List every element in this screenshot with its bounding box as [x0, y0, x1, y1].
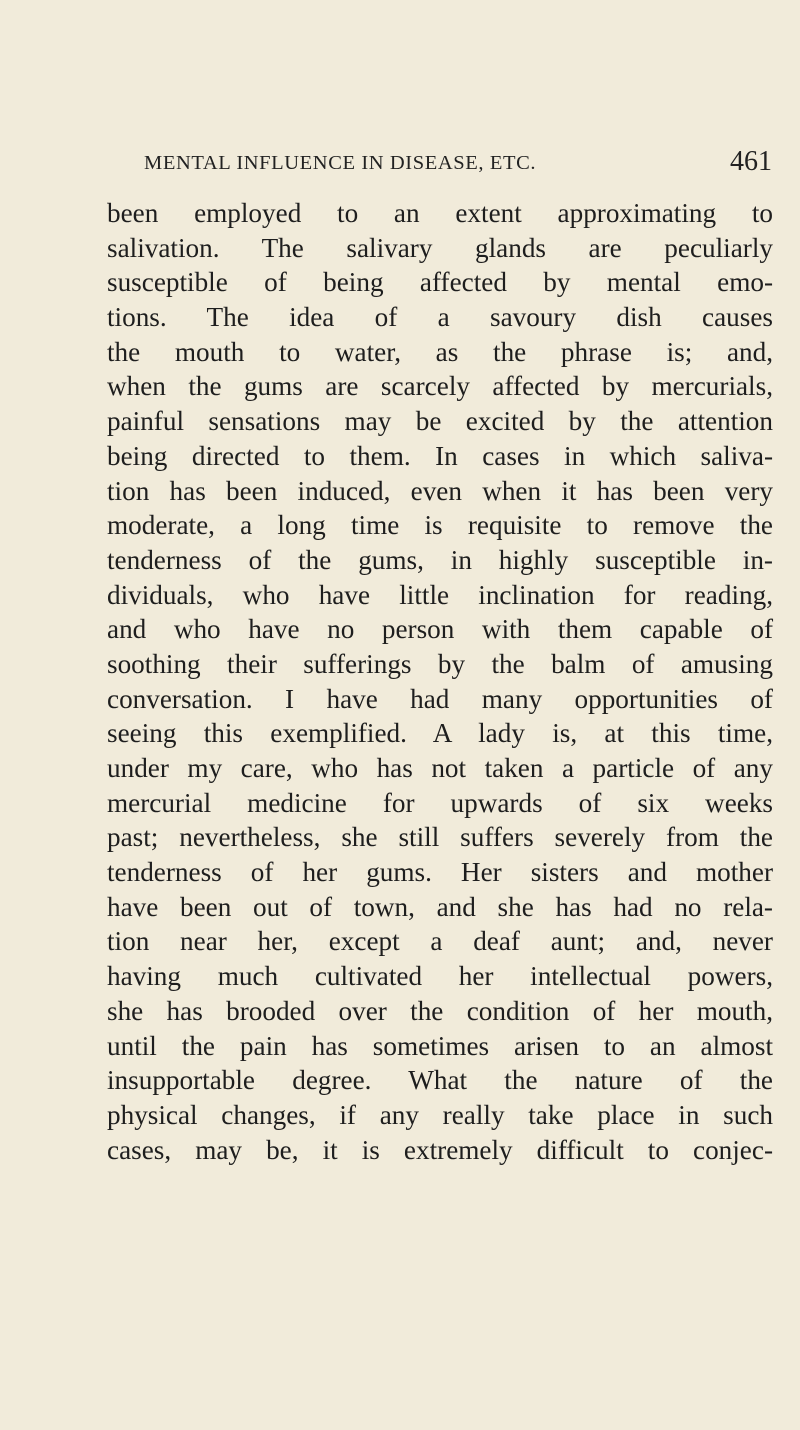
text-line: tion has been induced, even when it has been very	[107, 475, 773, 506]
text-line: being directed to them. In cases in which saliva-	[107, 440, 773, 471]
text-line: susceptible of being affected by mental emo-	[107, 267, 773, 298]
text-line: seeing this exemplified. A lady is, at this time,	[107, 718, 773, 749]
text-line: cases, may be, it is extremely difficult to conjec-	[107, 1134, 773, 1165]
text-line: painful sensations may be excited by the attention	[107, 406, 773, 437]
text-line: tion near her, except a deaf aunt; and, never	[107, 926, 773, 957]
text-line: until the pain has sometimes arisen to an almost	[107, 1030, 773, 1061]
text-line: when the gums are scarcely affected by mercurials,	[107, 371, 773, 402]
page-number: 461	[730, 146, 772, 177]
running-header	[144, 146, 772, 184]
text-line: tenderness of her gums. Her sisters and mother	[107, 857, 773, 888]
text-line: mercurial medicine for upwards of six weeks	[107, 787, 773, 818]
text-line: physical changes, if any really take place in such	[107, 1099, 773, 1130]
text-line: under my care, who has not taken a particle of any	[107, 753, 773, 783]
text-line: past; nevertheless, she still suffers severely from the	[107, 822, 773, 853]
running-title: MENTAL INFLUENCE IN DISEASE, ETC.	[144, 152, 537, 174]
text-line: she has brooded over the condition of her mouth,	[107, 995, 773, 1026]
text-line: moderate, a long time is requisite to remove the	[107, 510, 773, 541]
text-line: dividuals, who have little inclination for reading,	[107, 579, 773, 610]
text-line: conversation. I have had many opportunities of	[107, 683, 773, 714]
text-line: the mouth to water, as the phrase is; and,	[107, 336, 773, 367]
text-line: having much cultivated her intellectual powers,	[107, 961, 773, 992]
text-line: been employed to an extent approximating to	[107, 198, 773, 228]
body-text	[107, 196, 773, 1167]
text-line: salivation. The salivary glands are peculiarly	[107, 232, 773, 263]
text-line: insupportable degree. What the nature of the	[107, 1065, 773, 1096]
text-line: have been out of town, and she has had no rela-	[107, 891, 773, 922]
text-line: and who have no person with them capable of	[107, 614, 773, 645]
text-line: tions. The idea of a savoury dish causes	[107, 302, 773, 333]
text-line: soothing their sufferings by the balm of amusing	[107, 648, 773, 679]
text-line: tenderness of the gums, in highly susceptible in-	[107, 544, 773, 575]
